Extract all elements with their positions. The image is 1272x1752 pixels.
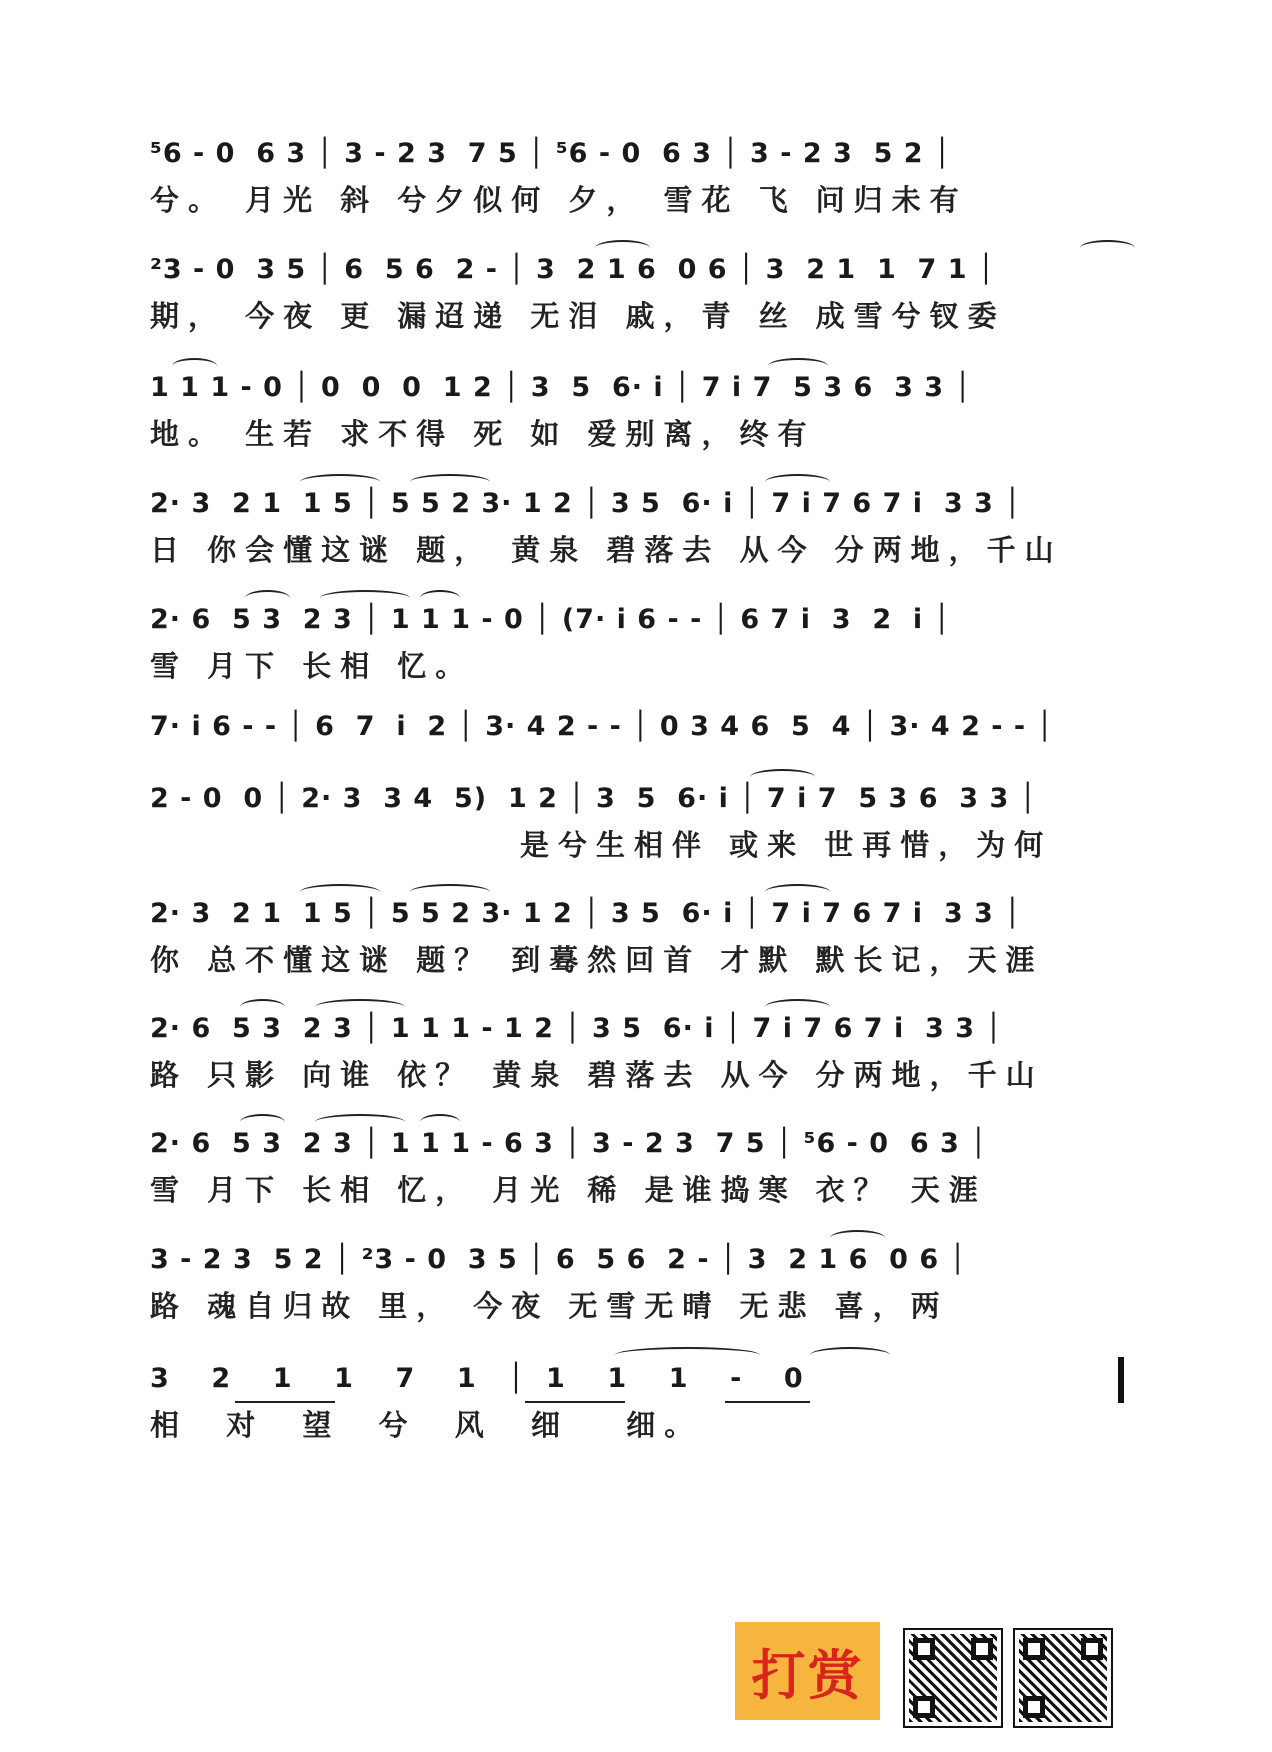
underline-mark: [235, 1401, 335, 1403]
lyric-line: 你 总不懂这谜 题？ 到蓦然回首 才默 默长记，天涯: [150, 943, 1044, 977]
notation-line: 1 1 1 - 0 │ 0 0 0 1 2 │ 3 5 6· i │ 7 i 7 5 3 6 3 3 │: [150, 372, 972, 403]
notation-line: 3 2 1 1 7 1 │ 1 1 1 - 0: [150, 1363, 804, 1394]
lyric-line: 地。 生若 求不得 死 如 爱别离，终有: [150, 417, 816, 451]
slur-mark: [410, 474, 490, 490]
slur-mark: [300, 884, 380, 900]
lyric-line: 路 只影 向谁 依？ 黄泉 碧落去 从今 分两地，千山: [150, 1058, 1044, 1092]
lyric-line: 兮。 月光 斜 兮夕似何 夕， 雪花 飞 问归未有: [150, 183, 968, 217]
slur-mark: [240, 999, 285, 1015]
notation-line: 2· 3 2 1 1 5 │ 5 5 2 3· 1 2 │ 3 5 6· i │ 7 i 7 6 7 i 3 3 │: [150, 898, 1022, 929]
slur-mark: [245, 590, 290, 606]
slur-mark: [420, 1114, 460, 1130]
slur-mark: [765, 884, 830, 900]
lyric-line: 相 对 望 兮 风 细 细。: [150, 1408, 703, 1442]
notation-line: 3 - 2 3 5 2 │ ²3 - 0 3 5 │ 6 5 6 2 - │ 3 2 1 6 0 6 │: [150, 1244, 967, 1275]
slur-mark: [595, 240, 650, 256]
slur-mark: [830, 1230, 885, 1246]
lyric-line: 路 魂自归故 里， 今夜 无雪无晴 无悲 喜，两: [150, 1289, 949, 1323]
notation-line: 2· 6 5 3 2 3 │ 1 1 1 - 0 │ (7· i 6 - - │ 6 7 i 3 2 i │: [150, 604, 951, 635]
notation-line: 2· 6 5 3 2 3 │ 1 1 1 - 1 2 │ 3 5 6· i │ 7 i 7 6 7 i 3 3 │: [150, 1013, 1003, 1044]
underline-mark: [525, 1401, 625, 1403]
notation-line: ⁵6 - 0 6 3 │ 3 - 2 3 7 5 │ ⁵6 - 0 6 3 │ 3 - 2 3 5 2 │: [150, 138, 952, 169]
slur-mark: [768, 358, 828, 374]
slur-mark: [1080, 240, 1135, 256]
qr-code-icon: [1015, 1630, 1111, 1726]
slur-mark: [615, 1347, 760, 1363]
lyric-line: 是兮生相伴 或来 世再惜，为何: [520, 828, 1053, 862]
lyric-line: 期， 今夜 更 漏迢递 无泪 戚，青 丝 成雪兮钗委: [150, 299, 1006, 333]
lyric-line: 雪 月下 长相 忆， 月光 稀 是谁捣寒 衣？ 天涯: [150, 1173, 987, 1207]
slur-mark: [410, 884, 490, 900]
qr-code-icon: [905, 1630, 1001, 1726]
slur-mark: [240, 1114, 285, 1130]
lyric-line: 日 你会懂这谜 题， 黄泉 碧落去 从今 分两地，千山: [150, 533, 1063, 567]
slur-mark: [172, 358, 217, 374]
slur-mark: [765, 474, 830, 490]
underline-mark: [725, 1401, 810, 1403]
slur-mark: [810, 1347, 890, 1363]
notation-line: 2· 6 5 3 2 3 │ 1 1 1 - 6 3 │ 3 - 2 3 7 5 │ ⁵6 - 0 6 3 │: [150, 1128, 988, 1159]
slur-mark: [300, 474, 380, 490]
slur-mark: [315, 999, 405, 1015]
notation-line: 2· 3 2 1 1 5 │ 5 5 2 3· 1 2 │ 3 5 6· i │ 7 i 7 6 7 i 3 3 │: [150, 488, 1022, 519]
slur-mark: [320, 590, 410, 606]
notation-line: 7· i 6 - - │ 6 7 i 2 │ 3· 4 2 - - │ 0 3 4 6 5 4 │ 3· 4 2 - - │: [150, 711, 1054, 742]
slur-mark: [765, 999, 830, 1015]
reward-button[interactable]: [735, 1622, 880, 1720]
reward-label: 打赏: [751, 1642, 864, 1707]
notation-line: 2 - 0 0 │ 2· 3 3 4 5) 1 2 │ 3 5 6· i │ 7 i 7 5 3 6 3 3 │: [150, 783, 1037, 814]
final-barline: [1118, 1357, 1124, 1403]
slur-mark: [420, 590, 460, 606]
notation-line: ²3 - 0 3 5 │ 6 5 6 2 - │ 3 2 1 6 0 6 │ 3 2 1 1 7 1 │: [150, 254, 996, 285]
lyric-line: 雪 月下 长相 忆。: [150, 649, 474, 683]
slur-mark: [750, 769, 815, 785]
slur-mark: [315, 1114, 405, 1130]
